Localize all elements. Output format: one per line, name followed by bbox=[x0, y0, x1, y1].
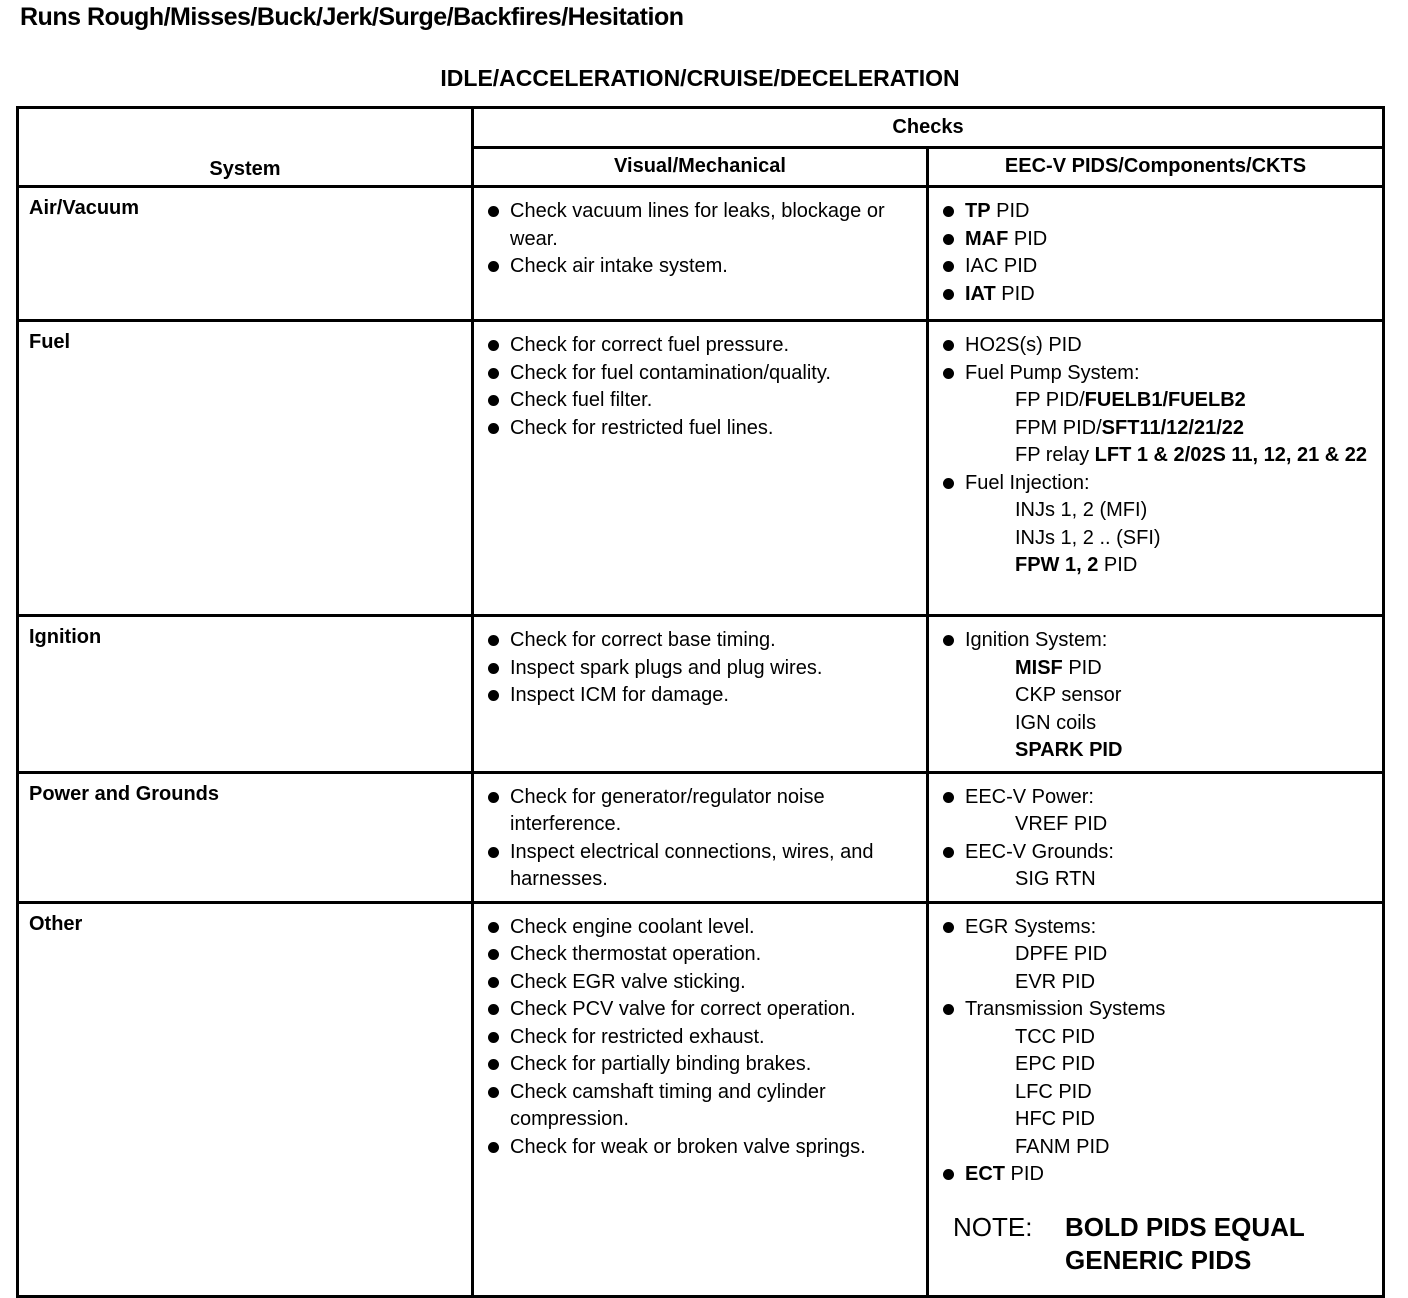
header-system: System bbox=[18, 108, 473, 187]
diagnostic-table bbox=[16, 106, 1385, 1298]
note-text: BOLD PIDS EQUAL GENERIC PIDS bbox=[1065, 1211, 1305, 1275]
pid-suffix: PID bbox=[1062, 656, 1102, 679]
list-item bbox=[941, 226, 1372, 254]
eec-cell bbox=[928, 902, 1384, 1296]
list-item bbox=[941, 914, 1372, 997]
sub-item: HFC PID bbox=[1015, 1108, 1095, 1130]
eec-cell bbox=[928, 187, 1384, 321]
pid-name: ECT bbox=[965, 1163, 1005, 1185]
list-item: Inspect electrical connections, wires, and harnesses. bbox=[486, 839, 916, 894]
table-row bbox=[18, 321, 1384, 616]
group-label: Fuel Injection: bbox=[965, 471, 1090, 494]
sub-item: EPC PID bbox=[1015, 1053, 1096, 1075]
sub-item: SIG RTN bbox=[1015, 868, 1096, 890]
pid-suffix: PID bbox=[1008, 227, 1048, 250]
list-item: Check for fuel contamination/quality. bbox=[486, 360, 916, 388]
eec-cell bbox=[928, 772, 1384, 902]
sub-item: VREF PID bbox=[1015, 813, 1108, 835]
system-cell: Fuel bbox=[18, 321, 473, 616]
list-item: Check thermostat operation. bbox=[486, 941, 916, 969]
visual-cell bbox=[473, 187, 928, 321]
header-eec-pids: EEC-V PIDS/Components/CKTS bbox=[928, 147, 1384, 187]
table-row bbox=[18, 187, 1384, 321]
system-cell: Air/Vacuum bbox=[18, 187, 473, 321]
pid-name: MISF bbox=[1015, 656, 1063, 679]
list-item: Check PCV valve for correct operation. bbox=[486, 996, 916, 1024]
sub-item bbox=[965, 387, 1372, 415]
list-item: Check for restricted fuel lines. bbox=[486, 415, 916, 443]
header-checks: Checks bbox=[473, 108, 1384, 148]
system-cell: Other bbox=[18, 902, 473, 1296]
sub-item bbox=[965, 415, 1372, 443]
list-item: Check for weak or broken valve springs. bbox=[486, 1134, 916, 1162]
header-visual-mechanical: Visual/Mechanical bbox=[473, 147, 928, 187]
sub-item bbox=[965, 655, 1372, 683]
sub-item: DPFE PID bbox=[1015, 943, 1108, 965]
list-item bbox=[941, 839, 1372, 894]
list-item bbox=[941, 198, 1372, 226]
list-item: Check fuel filter. bbox=[486, 387, 916, 415]
sub-item: IGN coils bbox=[1015, 711, 1097, 734]
list-item bbox=[941, 360, 1372, 470]
list-item bbox=[941, 1161, 1372, 1189]
sub-item: FANM PID bbox=[1015, 1135, 1110, 1158]
pid-suffix: PID bbox=[1098, 554, 1138, 576]
list-item: Check for generator/regulator noise interference. bbox=[486, 784, 916, 839]
pid-suffix: PID bbox=[990, 200, 1030, 222]
list-item: Check for restricted exhaust. bbox=[486, 1024, 916, 1052]
list-item: Check air intake system. bbox=[486, 253, 916, 281]
pid-prefix: FP PID/ bbox=[1015, 389, 1085, 411]
sub-item: EVR PID bbox=[1015, 970, 1096, 993]
sub-item: INJs 1, 2 (MFI) bbox=[1015, 499, 1148, 521]
sub-item bbox=[965, 442, 1372, 470]
list-item bbox=[941, 470, 1372, 580]
list-item: Check engine coolant level. bbox=[486, 914, 916, 942]
list-item: Check for correct fuel pressure. bbox=[486, 332, 916, 360]
list-item: IAC PID bbox=[941, 253, 1372, 281]
pid-name: SFT11/12/21/22 bbox=[1101, 416, 1244, 439]
pid-name: TP bbox=[965, 200, 991, 222]
sub-item: SPARK PID bbox=[1015, 739, 1123, 761]
list-item bbox=[941, 784, 1372, 839]
visual-cell bbox=[473, 772, 928, 902]
list-item bbox=[941, 627, 1372, 765]
pid-prefix: FPM PID/ bbox=[1015, 416, 1102, 439]
list-item: HO2S(s) PID bbox=[941, 332, 1372, 360]
list-item: Check camshaft timing and cylinder compression. bbox=[486, 1079, 916, 1134]
sub-item: CKP sensor bbox=[1015, 684, 1122, 706]
visual-cell bbox=[473, 616, 928, 773]
sub-item: INJs 1, 2 .. (SFI) bbox=[1015, 526, 1161, 549]
pid-suffix: PID bbox=[1005, 1163, 1044, 1185]
pid-name: IAT bbox=[965, 282, 996, 305]
list-item: Check vacuum lines for leaks, blockage or wear. bbox=[486, 198, 916, 253]
table-row bbox=[18, 902, 1384, 1296]
list-item: Check for partially binding brakes. bbox=[486, 1051, 916, 1079]
pid-name: FPW 1, 2 bbox=[1015, 554, 1099, 576]
group-label: EGR Systems: bbox=[965, 915, 1097, 938]
pid-name: FUELB1/FUELB2 bbox=[1084, 389, 1246, 411]
sub-item bbox=[965, 552, 1372, 580]
eec-cell bbox=[928, 616, 1384, 773]
group-label: EEC-V Grounds: bbox=[965, 840, 1114, 863]
sub-item: TCC PID bbox=[1015, 1025, 1095, 1048]
list-item: Inspect ICM for damage. bbox=[486, 682, 916, 710]
pid-prefix: FP relay bbox=[1015, 444, 1095, 466]
visual-cell bbox=[473, 321, 928, 616]
system-cell: Ignition bbox=[18, 616, 473, 773]
page-title: Runs Rough/Misses/Buck/Jerk/Surge/Backfires/Hesitation bbox=[20, 3, 684, 31]
list-item: Check for correct base timing. bbox=[486, 627, 916, 655]
pid-name: LFT 1 & 2/02S 11, 12, 21 & 22 bbox=[1094, 444, 1368, 466]
eec-cell bbox=[928, 321, 1384, 616]
system-cell: Power and Grounds bbox=[18, 772, 473, 902]
list-item bbox=[941, 281, 1372, 309]
table-row bbox=[18, 616, 1384, 773]
group-label: EEC-V Power: bbox=[965, 785, 1094, 808]
list-item: Check EGR valve sticking. bbox=[486, 969, 916, 997]
table-row bbox=[18, 772, 1384, 902]
group-label: Ignition System: bbox=[965, 629, 1108, 651]
sub-item: LFC PID bbox=[1015, 1080, 1092, 1103]
list-item bbox=[941, 996, 1372, 1161]
group-label: Transmission Systems bbox=[965, 998, 1166, 1020]
page-subtitle: IDLE/ACCELERATION/CRUISE/DECELERATION bbox=[440, 65, 960, 91]
group-label: Fuel Pump System: bbox=[965, 361, 1140, 384]
note bbox=[953, 1211, 1382, 1277]
pid-name: MAF bbox=[965, 227, 1009, 250]
note-label: NOTE: bbox=[953, 1211, 1033, 1242]
list-item: Inspect spark plugs and plug wires. bbox=[486, 655, 916, 683]
pid-suffix: PID bbox=[995, 282, 1035, 305]
visual-cell bbox=[473, 902, 928, 1296]
